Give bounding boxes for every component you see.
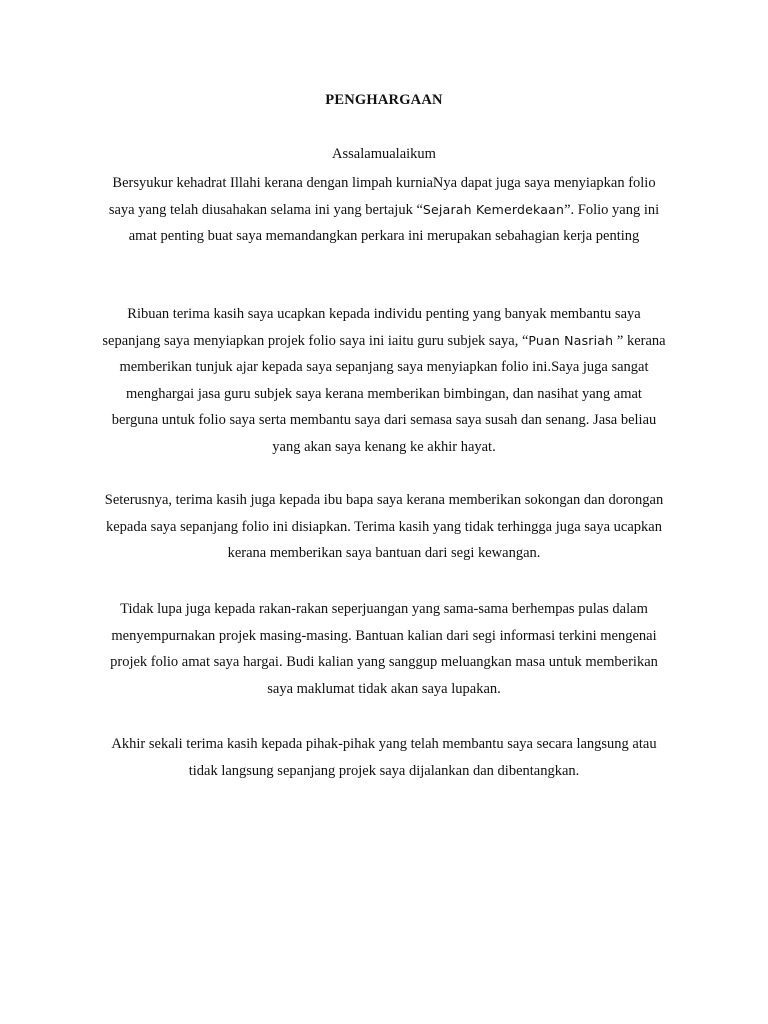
text-line: yang akan saya kenang ke akhir hayat. [272,438,496,455]
text-line: berguna untuk folio saya serta membantu saya dari semasa saya susah dan senang. Jasa beliau [111,412,657,428]
text-segment: ”. Folio yang ini [564,201,660,218]
text-line: menghargai jasa guru subjek saya kerana memberikan bimbingan, dan nasihat yang amat [126,385,642,402]
text-line: Ribuan terima kasih saya ucapkan kepada individu penting yang banyak membantu saya [127,306,641,322]
text-line: Bersyukur kehadrat Illahi kerana dengan limpah kurniaNya dapat juga saya menyiapkan folio [112,175,656,191]
paragraph [82,301,686,460]
text-segment: ” kerana [613,332,666,349]
folio-title-text: Sejarah Kemerdekaan [422,201,565,217]
teacher-name-text: Puan Nasriah [528,332,614,348]
text-line: Seterusnya, terima kasih juga kepada ibu bapa saya kerana memberikan sokongan dan dorongan [104,492,664,508]
text-segment: sepanjang saya menyiapkan projek folio saya ini iaitu guru subjek saya, “ [102,332,529,349]
text-line: tidak langsung sepanjang projek saya dijalankan dan dibentangkan. [188,762,580,779]
text-line: menyempurnakan projek masing-masing. Bantuan kalian dari segi informasi terkini mengenai [111,627,657,644]
text-line: Akhir sekali terima kasih kepada pihak-pihak yang telah membantu saya secara langsung atau [111,736,657,752]
greeting-text: Assalamualaikum [332,146,436,162]
text-line: projek folio amat saya hargai. Budi kalian yang sanggup meluangkan masa untuk memberikan [110,654,658,670]
text-line [82,197,686,224]
text-line [82,328,686,355]
text-segment: saya yang telah diusahakan selama ini yang bertajuk “ [108,201,423,218]
page-title: PENGHARGAAN [325,92,443,108]
text-line: amat penting buat saya memandangkan perkara ini merupakan sebahagian kerja penting [128,228,640,244]
paragraph [82,170,686,250]
text-line: saya maklumat tidak akan saya lupakan. [267,680,501,697]
paragraph [82,731,686,784]
text-line: Tidak lupa juga kepada rakan-rakan seperjuangan yang sama-sama berhempas pulas dalam [120,601,648,617]
text-line: kerana memberikan saya bantuan dari segi kewangan. [227,545,541,561]
text-line: memberikan tunjuk ajar kepada saya sepanjang saya menyiapkan folio ini.Saya juga sangat [119,359,649,375]
paragraph [82,596,686,702]
text-line: kepada saya sepanjang folio ini disiapkan. Terima kasih yang tidak terhingga juga saya ucapkan [106,518,662,535]
paragraph [82,487,686,567]
